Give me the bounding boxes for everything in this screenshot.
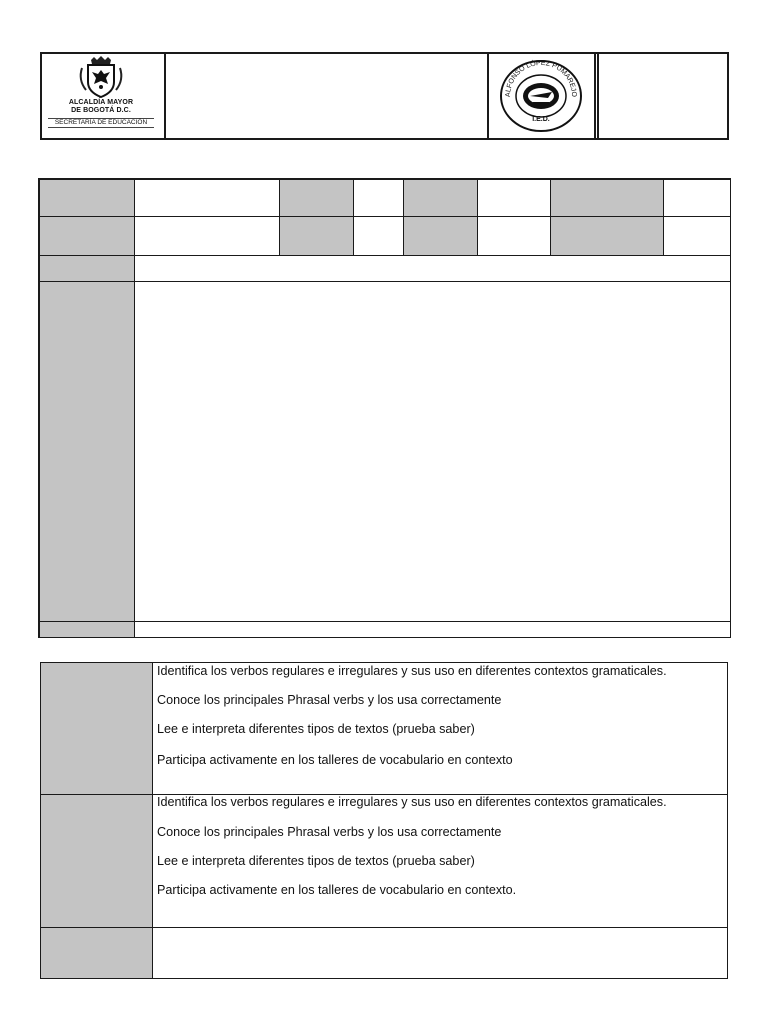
achievement-text: Lee e interpreta diferentes tipos de textos (prueba saber) [157,854,475,868]
achievement-text: Identifica los verbos regulares e irregulares y sus uso en diferentes contextos gramaticales. [157,795,667,809]
coat-of-arms-icon [44,56,158,98]
label-cell [39,179,135,217]
crest-line-2: DE BOGOTÁ D.C. [71,107,131,114]
label-cell [40,927,153,979]
value-cell [663,216,731,256]
label-cell [550,179,664,217]
content-area [134,281,731,622]
label-cell [403,179,478,217]
label-cell [403,216,478,256]
value-cell [477,216,551,256]
label-cell [39,216,135,256]
bogota-crest-logo [44,56,158,136]
seal-top-text: ALFONSO LÓPEZ PUMAREJO [504,59,578,98]
achievement-text: Identifica los verbos regulares e irregulares y sus uso en diferentes contextos gramaticales. [157,664,667,678]
value-cell [134,255,731,282]
achievement-text: Participa activamente en los talleres de vocabulario en contexto. [157,883,517,897]
info-table [38,178,731,638]
seal-bottom-text: I.E.D. [532,116,550,123]
value-cell [134,216,280,256]
label-cell [39,621,135,638]
label-cell [40,662,153,795]
achievement-text: Participa activamente en los talleres de vocabulario en contexto [157,753,513,767]
value-cell [134,621,731,638]
achievement-text: Lee e interpreta diferentes tipos de textos (prueba saber) [157,722,475,736]
school-seal-logo [498,58,584,134]
value-cell [663,179,731,217]
value-cell [353,216,404,256]
header-divider [164,52,166,140]
achievement-text: Conoce los principales Phrasal verbs y los usa correctamente [157,825,502,839]
crest-line-3: SECRETARÍA DE EDUCACIÓN [48,118,154,128]
label-cell [39,281,135,622]
value-cell [353,179,404,217]
value-cell [134,179,280,217]
header-divider [594,52,596,140]
achievement-text: Conoce los principales Phrasal verbs y los usa correctamente [157,693,502,707]
label-cell [279,179,354,217]
label-cell [550,216,664,256]
label-cell [39,255,135,282]
school-seal-icon [498,58,584,134]
value-cell [477,179,551,217]
label-cell [279,216,354,256]
crest-line-1: ALCALDÍA MAYOR [68,99,134,106]
value-cell [152,927,728,979]
header-divider [597,52,599,140]
header-divider [487,52,489,140]
label-cell [40,794,153,928]
